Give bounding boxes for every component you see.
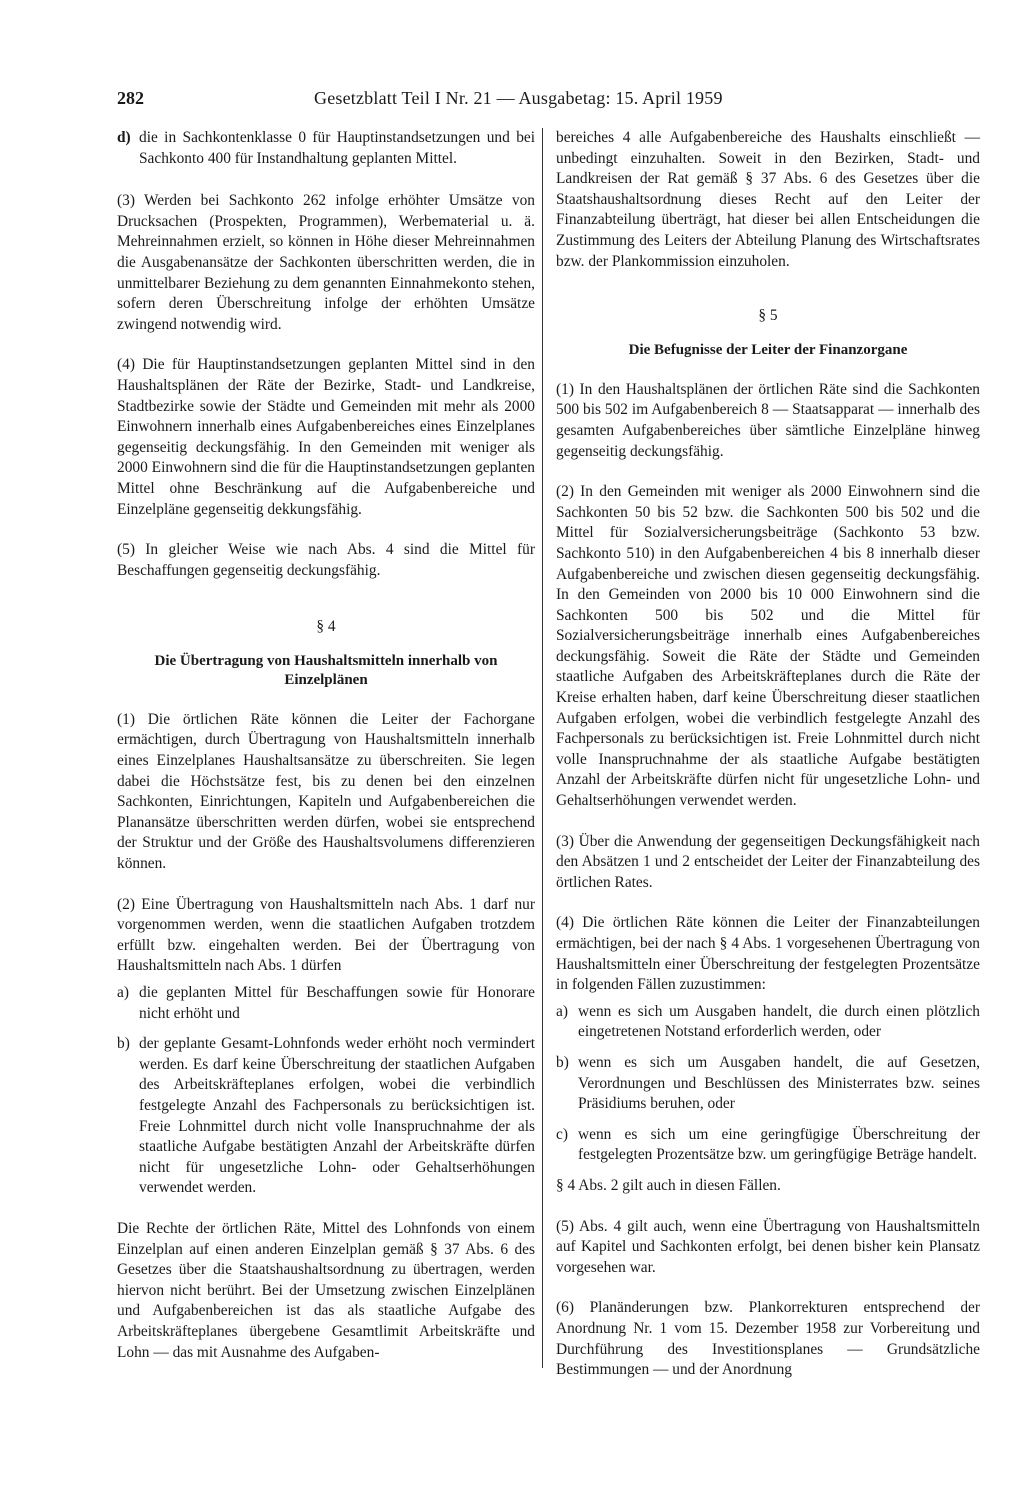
section-heading-5: § 5 xyxy=(758,307,778,325)
list-label: a) xyxy=(556,1002,568,1020)
list-text: wenn es sich um eine geringfügige Überschreitung der festgelegten Prozentsätze bzw. um geringfügige Beträge handelt. xyxy=(578,1125,980,1164)
page-header xyxy=(117,88,979,112)
paragraph-3: (3) Werden bei Sachkonto 262 infolge erhöhter Umsätze von Drucksachen (Prospekten, Programmen), Werbematerial u. ä. Mehreinnahmen erzielt, so können in Höhe dieser Mehreinnahmen die Ausgabenansätze der Sachkonten überschritten werden, die in unmittelbarer Beziehung zu dem genannten Einnahmekonto stehen, sofern deren Überschreitung infolge der erhöhten Umsätze zwingend notwendig wird. xyxy=(117,192,535,333)
list-text: der geplante Gesamt-Lohnfonds weder erhöht noch vermindert werden. Es darf keine Überschreitung der staatlichen Aufgaben des Arbeitskräfteplanes erfolgen, wobei die verbindlich festgelegte Anzahl des Fachpersonals zu berücksichtigen ist. Freie Lohnmittel durch nicht volle Inanspruchnahme der als staatliche Aufgabe bestätigten Anzahl der Arbeitskräfte dürfen nicht für ungesetzliche Lohn- oder Gehaltserhöhungen verwendet werden. xyxy=(139,1035,535,1197)
page-number: 282 xyxy=(117,88,144,108)
section-title-5: Die Befugnisse der Leiter der Finanzorgane xyxy=(628,341,908,358)
list-text: die geplanten Mittel für Beschaffungen sowie für Honorare nicht erhöht und xyxy=(139,984,535,1022)
section5-paragraph-4: (4) Die örtlichen Räte können die Leiter der Finanzabteilungen ermächtigen, bei der nach § 4 Abs. 1 vorgesehenen Übertragung von Haushaltsmitteln einer Überschreitung der festgelegten Prozentsätze in folgenden Fällen zuzustimmen: xyxy=(556,914,980,994)
section4-paragraph-2: (2) Eine Übertragung von Haushaltsmitteln nach Abs. 1 darf nur vorgenommen werden, wenn die staatlichen Aufgaben trotzdem erfüllt bzw. eingehalten werden. Bei der Übertragung von Haushaltsmitteln nach Abs. 1 dürfen xyxy=(117,895,535,975)
section-heading-4: § 4 xyxy=(316,618,336,636)
list-label: b) xyxy=(117,1035,130,1053)
list-label: c) xyxy=(556,1125,568,1143)
section-title-4: Die Übertragung von Haushaltsmitteln innerhalb von Einzelplänen xyxy=(154,652,498,688)
section5-paragraph-5: (5) Abs. 4 gilt auch, wenn eine Übertragung von Haushaltsmitteln auf Kapitel und Sachkonten erfolgt, bei denen bisher kein Plansatz vorgesehen war. xyxy=(556,1217,980,1276)
closing-paragraph: Die Rechte der örtlichen Räte, Mittel des Lohnfonds von einem Einzelplan auf einen anderen Einzelplan gemäß § 37 Abs. 6 des Gesetzes über die Staatshaushaltsordnung zu übertragen, werden hiervon nicht berührt. Bei der Umsetzung zwischen Einzelplänen und Aufgabenbereichen ist das als staatliche Aufgabe des Arbeitskräfteplanes übergebene Gesamtlimit Arbeitskräfte und Lohn — das mit Ausnahme des Aufgaben- xyxy=(117,1219,535,1361)
list-item-a xyxy=(556,1002,980,1043)
list-text: die in Sachkontenklasse 0 für Hauptinstandsetzungen und bei Sachkonto 400 für Instandhaltung geplanten Mittel. xyxy=(139,129,535,167)
section5-paragraph-3: (3) Über die Anwendung der gegenseitigen Deckungsfähigkeit nach den Absätzen 1 und 2 entscheidet der Leiter der Finanzabteilung des örtlichen Rates. xyxy=(556,832,980,891)
list-text: wenn es sich um Ausgaben handelt, die durch einen plötzlich eingetretenen Notstand erforderlich werden, oder xyxy=(578,1002,980,1041)
section5-paragraph-1: (1) In den Haushaltsplänen der örtlichen Räte sind die Sachkonten 500 bis 502 im Aufgabenbereich 8 — Staatsapparat — innerhalb des gesamten Aufgabenbereiches über sämtliche Einzelpläne hinweg gegenseitig deckungsfähig. xyxy=(556,380,980,460)
right-column xyxy=(556,128,980,1401)
running-title: Gesetzblatt Teil I Nr. 21 — Ausgabetag: 15. April 1959 xyxy=(314,88,723,108)
section5-paragraph-6: (6) Planänderungen bzw. Plankorrekturen entsprechend der Anordnung Nr. 1 vom 15. Dezember 1958 zur Vorbereitung und Durchführung des Investitionsplanes — Grundsätzliche Bestimmungen — und der Anordnung xyxy=(556,1299,980,1379)
paragraph-5: (5) In gleicher Weise wie nach Abs. 4 sind die Mittel für Beschaffungen gegenseitig deckungsfähig. xyxy=(117,541,535,579)
continued-paragraph: bereiches 4 alle Aufgabenbereiche des Haushalts einschließt — unbedingt einzuhalten. Soweit in den Bezirken, Stadt- und Landkreisen der Rat gemäß § 37 Abs. 6 des Gesetzes über die Staatshaushaltsordnung dieses Recht auf den Leiter der Finanzabteilung überträgt, hat dieser bei allen Entscheidungen die Zustimmung des Leiters der Abteilung Planung des Wirtschaftsrates bzw. der Plankommission einzuholen. xyxy=(556,129,980,270)
list-label: a) xyxy=(117,984,129,1001)
column-divider xyxy=(542,128,543,1368)
list-text: wenn es sich um Ausgaben handelt, die auf Gesetzen, Verordnungen und Beschlüssen des Ministerrates bzw. seines Präsidiums beruhen, oder xyxy=(578,1053,980,1113)
section5-note: § 4 Abs. 2 gilt auch in diesen Fällen. xyxy=(556,1176,781,1194)
left-column xyxy=(117,128,535,1383)
list-label: b) xyxy=(556,1053,569,1071)
list-item-a xyxy=(117,983,535,1024)
list-item-b xyxy=(117,1034,535,1199)
list-label: d) xyxy=(117,129,131,146)
list-item-d xyxy=(117,128,535,169)
list-item-c xyxy=(556,1125,980,1166)
paragraph-4: (4) Die für Hauptinstandsetzungen geplanten Mittel sind in den Haushaltsplänen der Räte der Bezirke, Stadt- und Landkreise, Stadtbezirke sowie der Städte und Gemeinden mit mehr als 2000 Einwohnern innerhalb eines Aufgabenbereiches eines Einzelplanes gegenseitig deckungsfähig. In den Gemeinden mit weniger als 2000 Einwohnern sind die für die Hauptinstandsetzungen geplanten Mittel ohne Beschränkung auf die Aufgabenbereiche und Einzelpläne gegenseitig dekkungsfähig. xyxy=(117,356,535,518)
list-item-b xyxy=(556,1053,980,1115)
section5-paragraph-2: (2) In den Gemeinden mit weniger als 2000 Einwohnern sind die Sachkonten 50 bis 52 bzw. die Sachkonten 500 bis 502 und die Mittel für Sozialversicherungsbeiträge (Sachkonto 53 bzw. Sachkonto 510) in den Aufgabenbereichen 4 bis 8 innerhalb dieser Aufgabenbereiche und zwischen diesen gegenseitig deckungsfähig. In den Gemeinden von 2000 bis 10 000 Einwohnern sind die Sachkonten 500 bis 502 und die Mittel für Sozialversicherungsbeiträge innerhalb eines Aufgabenbereiches deckungsfähig. Soweit die Räte der Städte und Gemeinden staatliche Aufgaben des Arbeitskräfteplanes durch die Räte der Kreise erhalten haben, darf keine Überschreitung dieser staatlichen Aufgaben erfolgen, wobei die verbindlich festgelegte Anzahl des Fachpersonals zu berücksichtigen ist. Freie Lohnmittel durch nicht volle Inanspruchnahme der als staatliche Aufgabe bestätigten Anzahl der Arbeitskräfte dürfen nicht für ungesetzliche Lohn- und Gehaltserhöhungen verwendet werden. xyxy=(556,483,980,810)
section4-paragraph-1: (1) Die örtlichen Räte können die Leiter der Fachorgane ermächtigen, durch Übertragung von Haushaltsmitteln innerhalb eines Einzelplanes Haushaltsansätze zu überschreiten. Sie legen dabei die Höchstsätze fest, bis zu denen bei den einzelnen Sachkonten, Einrichtungen, Kapiteln und Aufgabenbereichen die Planansätze überschritten werden dürfen, wobei sie entsprechend der Struktur und der Größe des Haushaltsvolumens differenzieren können. xyxy=(117,710,535,873)
